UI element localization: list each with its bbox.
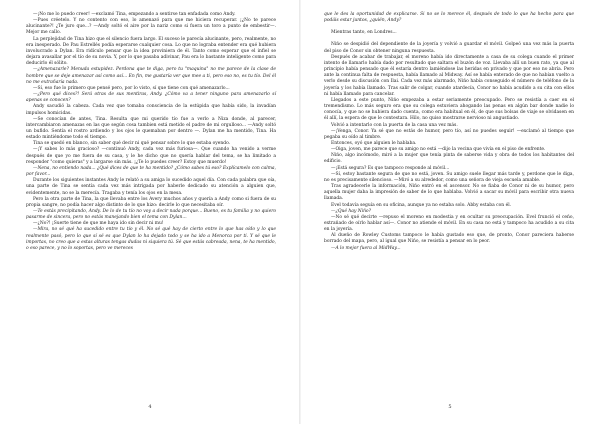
paragraph: Andy sacudió la cabeza. Cada vez que tomaba consciencia de la estúpida que había sido, la invadían impulsos homicidas. — [26, 104, 276, 116]
right-page-number: 5 — [448, 404, 452, 410]
paragraph: Pero la otra parte de Tina, la que llevaba entre los Avery muchos años y quería a Andy como si fuera de su propia sangre, no podía hacer algo distinto de lo que hizo: decirle lo que necesitaba oír. — [26, 196, 276, 208]
paragraph: —Pues créetelo. Y no contento con eso, lo amenazó para que me hiciera recuperar. ¡¿No te parece alucinante?! ¿Te juro que...? —Andy soltó el aire por la nariz como si fuera un toro a punto de embestir—. Mejor me callo. — [26, 18, 276, 36]
paragraph: —Mira, no sé qué ha sucedido entre tu tío y él. No sé qué hay de cierto entre lo que has oído y lo que realmente pasó, pero lo que sí sé es que Dylan lo ha dejado todo y se ha ido a Menorca por ti. Y sé que le importas, no creo que a estas alturas tengas dudas ni siquiera tú. Sé que estás cabreada, nena, te ha mentido, o eso parece, y no lo soportas, pero ve mereces — [26, 227, 276, 251]
paragraph: Tras agradecerle la información, Niño entró en el ascensor. No se fiaba de Conor ni de su humor, pero aquella mujer daba la impresión de saber de lo que hablaba. Volvió a sacar su móvil para escribir otra nueva llamada. — [324, 184, 574, 202]
paragraph: Tina se quedó en blanco, sin saber qué decir ni qué pensar sobre lo que estaba oyendo. — [33, 141, 231, 147]
paragraph: —No sé qué decirte —repuso el moreno en modestia y en ocultar su preocupación. Evel frunció el ceño, extrañado de oírlo hablar así—. Conor no atiende el móvil. En su casa no está y tampoco ha acudido a su cita en la joyería. — [324, 214, 574, 233]
paragraph: La perplejidad de Tina hizo que el silencio fuera largo. El suceso le parecía alucinante, pero, realmente, no era inesperado. De Pau Estrellés podía esperarse cualquier cosa. Lo que no lograba entender era qué hubiera involucrado a Dylan. Era ridículo pensar que la idea proviniera de él. Tanto como esperar que el infiel se dejara avasallar por el tío de su novia. Y, por lo que pasaba adivinar, Pau era lo bastante inteligente como para deducirlo él sólito. — [26, 36, 276, 67]
paragraph: Mientras tanto, en Londres... — [331, 30, 397, 36]
left-page-number: 4 — [148, 404, 152, 410]
paragraph: —¿No?! ¡Suerte tiene de que me haya ido sin decir ni mu! — [33, 221, 164, 227]
right-page — [300, 0, 600, 424]
paragraph: —Oiga, joven, me parece que su amigo no está —dijo la vecina que vivía en el piso de enfrente. — [331, 147, 546, 153]
paragraph: —¿Pero qué dices?! Será otras de sus mentiras, Andy. ¿Cómo va a tener ninguno para amenazarlo sí apenas se conocen? — [26, 92, 276, 104]
paragraph: —A lo mejor fuera al MidWay... — [331, 245, 401, 251]
paragraph: —¡Venga, Conor. Ya sé que no estás de humor, pero tío, así no puedes seguir! —exclamó al tiempo que pegaba su oído al timbre. — [324, 128, 574, 140]
paragraph: —Sí, estoy bastante segura de que no está, joven. Su amigo suele llegar más tarde y, perdone que le diga, no es precisamente silencioso. —Miró a su alrededor, como una señora de vieja escuela amable. — [324, 171, 574, 183]
paragraph: —Se conocían de antes, Tina. Resulta que mi querido tío fue a verlo a Niza donde, al parecer, intercambiaron amenazas en las que según cosa tambien está metido el padre de mi orgulloso... —Andy soltó un bufido. Sentía el rostro ardiendo y los ojos le quemaban por dentro —. Dylan me ha mentido, Tina. Ha estado mintiéndome todo el tiempo. — [26, 116, 276, 141]
paragraph: Evel todavía seguía en su oficina, aunque ya no estaba solo. Abby estaba con él. — [331, 202, 512, 208]
left-page-text — [26, 12, 276, 252]
paragraph: Llegados a este punto, Niño empezaba a estar seriamente preocupado. Pero se resistía a caer en el tremendismo. Lo más seguro era que su colega estuviera ahogando las penas en algún bar donde nadie lo conocía, y que no se hubiera dado cuenta, como era habitual en él, de que sus bolsas de viaje se olvidasen en él allí, la espera de que le contestara. Hilo, no quiso mostrarse nervioso ni angustiado. — [324, 97, 574, 122]
paragraph: —¡Y sabes lo más gracioso? —continuó Andy, cada vez más furiosa—. Que cuando ha venido a verme después de que yo me fuera de su casa, y le he dicho que no quería hablar del tema, se ha limitado a responder "como quieras" y a largarse sin más. ¡¿Te lo puedes creer? Estoy que muerdo! — [26, 147, 276, 165]
paragraph: Niño, algo incómodo, miró a la mujer que tenía pinta de saberse vida y obra de todos los habitantes del edificio. — [324, 153, 574, 165]
paragraph: Después de acabar de trabajar, el moreno había ido directamente a casa de su colega cuando el primer intento de llamarlo había dado por resultado que saltara el buzón de voz. Llevaba allí un buen rato, ya que al principio había pensado que él estaría dentro lamiéndose las heridas en privado y que por eso no abría. Pero ante la continua falta de respuesta, había llamado al Midway. Así se había enterado de que no habían vuelto a verlo desde su discusión con Ilai. Cada vez más alarmado, Niño había conseguido el número de teléfono de la joyería y los había llamado. Tras salir de colgar, cuando atardecía, Conor no había acudido a su cita con ellos ni había llamado para cancelar. — [324, 54, 574, 97]
paragraph: —Nena, no entiendo nada... ¿Qué dices de que te ha mentido? ¿Cómo sabes tú eso? Explícamelo con calma, por favor... — [26, 165, 276, 178]
paragraph: Entonces, oyó que alguien le hablaba. — [331, 140, 417, 146]
paragraph: —¡Está segura? Es que tampoco responde al móvil... — [331, 165, 450, 171]
paragraph: Al dueño de Rowley Customs tampoco le había gustado eso que, de pronto, Conor pareciera haberse borrado del mapa, pero, al igual que Niño, se resistía a pensar en lo peor. — [324, 233, 574, 245]
paragraph: Niño se despidió del dependiente de la joyería y volvió a guardar el móvil. Golpeó una vez más la puerta del piso de Conor sin obtener ninguna respuesta. — [324, 42, 574, 54]
right-page-text — [324, 12, 574, 252]
paragraph: que le des la oportunidad de explicarse. Si no se lo merece él, después de todo lo que ha hecho para que podáis estar juntos, ¿quién, Andy? — [324, 12, 574, 24]
paragraph: —Sí, eso fue lo primero que pensé pero, por lo visto, sí que tiene con qué amenazarlo... — [33, 85, 230, 91]
paragraph: —¿Amenazarle? Menuda estupidez. Perdona que te diga, pero tu "maquina" no me parece de la clase de hombre que se deje amenazar así como así... En fin, me gustaría ver que mee a ti, pero eso no, es tu tío. Del él no me extrañaría nada. — [26, 67, 276, 85]
paragraph: —Te estás precipitando, Andy. De lo de tu tío no voy a decir nada porque... Bueno, es tu familia y no quiero pasarme de sincera, pero no estás manejando bien el tema con Dylan... — [26, 209, 276, 221]
paragraph: Durante los siguientes instantes Andy le relató a su amiga lo sucedido aquel día. Con cada palabra que oía, una parte de Tina se sentía cada vez más intrigada por haberle dedicado su atención a alguien que, evidentemente, no se la merecía. Tragaba y tenía los ojos en la mesa. — [26, 178, 276, 196]
paragraph: —¿Qué hay Niño? — [331, 208, 371, 214]
paragraph: Volvió a intentarlo con la puerta de la casa una vez más. — [331, 122, 458, 128]
paragraph: —¡No me lo puedo creer! —exclamó Tina, empezando a sentirse tan enfadada como Andy. — [33, 12, 236, 17]
